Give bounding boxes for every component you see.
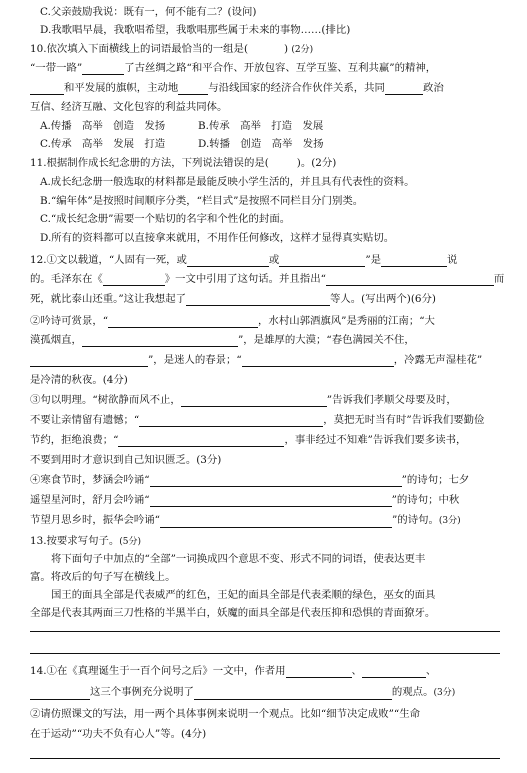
q12-text: ，莫把无时当有时”告诉我们要勤俭 bbox=[323, 414, 485, 426]
q10-text: 政治 bbox=[422, 82, 444, 94]
q10-score: (2分) bbox=[291, 45, 314, 55]
q12-line-13 bbox=[30, 494, 459, 507]
q10-option-b: B.传承 高举 打造 发展 bbox=[198, 120, 324, 132]
q10-option-a: A.传播 高举 创造 发扬 bbox=[40, 120, 166, 132]
q10-blank-1[interactable] bbox=[82, 63, 124, 75]
q13-title bbox=[30, 535, 141, 549]
q12-line-9 bbox=[30, 414, 484, 427]
q10-text: 了古丝绸之路“和平合作、开放包容、互学互鉴、互利共赢”的精神， bbox=[124, 62, 437, 74]
q12-line-4 bbox=[30, 315, 435, 328]
q12-blank[interactable] bbox=[82, 335, 238, 347]
q12-text: 的。毛泽东在《 bbox=[30, 273, 103, 285]
q12-blank[interactable] bbox=[186, 294, 330, 306]
q12-text: ”的诗句；七夕 bbox=[401, 474, 470, 486]
q14-line-2 bbox=[30, 686, 455, 700]
q12-text: ”告诉我们孝顺父母要及时， bbox=[326, 394, 457, 406]
q12-text: ”，是雄厚的大漠；“春色满园关不住， bbox=[237, 334, 415, 346]
q12-score: (3分) bbox=[438, 516, 461, 526]
q12-text: 》一文中引用了这句话。并且指出“ bbox=[164, 273, 326, 285]
q11-option-d: D.所有的资料都可以直接拿来就用，不用作任何修改，这样才显得真实贴切。 bbox=[40, 232, 395, 244]
q12-text: 节望月思乡时，振华会吟诵“ bbox=[30, 514, 160, 526]
q14-score: (3分) bbox=[433, 688, 456, 698]
q12-blank[interactable] bbox=[326, 274, 494, 286]
q9-option-d: D.我歌唱早晨，我歌唱希望，我歌唱那些属于未来的事物……(排比) bbox=[40, 24, 351, 36]
q12-blank[interactable] bbox=[108, 316, 258, 328]
q14-blank[interactable] bbox=[30, 688, 90, 700]
q14-blank[interactable] bbox=[362, 666, 426, 678]
q12-blank[interactable] bbox=[139, 415, 323, 427]
q12-text: ，冷露无声湿桂花” bbox=[393, 354, 483, 366]
q11-stem-text: 11.根据制作成长纪念册的方法，下列说法错误的是( bbox=[30, 157, 269, 169]
q13-title-text: 13.按要求写句子。 bbox=[30, 535, 120, 547]
q11-stem bbox=[30, 157, 336, 170]
q13-instruction-2: 富。将改后的句子写在横线上。 bbox=[30, 571, 176, 583]
q10-blank-3[interactable] bbox=[178, 83, 208, 95]
q12-text: ”是 bbox=[365, 254, 382, 266]
q12-blank[interactable] bbox=[242, 355, 394, 367]
q12-line-1 bbox=[30, 254, 457, 267]
q12-text: 或 bbox=[268, 254, 280, 266]
q10-line-2 bbox=[30, 82, 444, 95]
q14-blank[interactable] bbox=[286, 666, 352, 678]
q10-options-cd bbox=[40, 138, 324, 151]
q12-blank[interactable] bbox=[381, 255, 447, 267]
q12-text: ”的诗句。 bbox=[392, 514, 439, 526]
q12-text: ”，是迷人的春景；“ bbox=[148, 354, 242, 366]
q12-text: ④寒食节时，梦涵会吟诵“ bbox=[30, 474, 150, 486]
q14-line-4: 在于运动”“功夫不负有心人”等。(4分) bbox=[30, 728, 207, 740]
q13-answer-line[interactable] bbox=[30, 653, 500, 654]
q14-line-1 bbox=[30, 665, 436, 678]
q14-line-3: ②请仿照课文的写法，用一两个具体事例来说明一个观点。比如“细节决定成败”“生命 bbox=[30, 708, 420, 720]
q12-text: ②吟诗可赏景，“ bbox=[30, 315, 109, 327]
q12-blank[interactable] bbox=[181, 395, 327, 407]
q12-text: 而 bbox=[493, 273, 505, 285]
q10-text: 与沿线国家的经济合作伙伴关系，共同 bbox=[208, 82, 385, 94]
q12-text: ，水村山郭酒旗风”是秀丽的江南；“大 bbox=[258, 315, 435, 327]
q10-blank-4[interactable] bbox=[385, 83, 423, 95]
q10-stem-text: 10.依次填入下面横线上的词语最恰当的一组是( bbox=[30, 43, 248, 55]
q13-score: (5分) bbox=[119, 537, 142, 547]
q12-blank[interactable] bbox=[160, 516, 392, 528]
q12-line-8 bbox=[30, 394, 457, 407]
q12-blank[interactable] bbox=[118, 435, 284, 447]
q10-line-3: 互信、经济互融、文化包容的利益共同体。 bbox=[30, 101, 228, 113]
q10-option-d: D.转播 创造 高举 发扬 bbox=[198, 138, 324, 150]
q12-line-2 bbox=[30, 273, 504, 286]
q12-text: 12.①文以载道，“人固有一死，或 bbox=[30, 254, 187, 266]
q12-text: 不要让亲情留有遗憾；“ bbox=[30, 414, 140, 426]
q12-line-5 bbox=[30, 334, 415, 347]
q12-blank[interactable] bbox=[150, 495, 392, 507]
q13-instruction-1: 将下面句子中加点的“全部”一词换成四个意思不变、形式不同的词语，使表达更丰 bbox=[51, 553, 426, 565]
q10-line-1 bbox=[30, 62, 436, 75]
q9-option-c: C.父亲鼓励我说：既有一，何不能有二？(设问) bbox=[40, 6, 257, 18]
q11-stem-close: )。(2分) bbox=[296, 157, 337, 169]
q12-text: 遥望星河时，舒月会吟诵“ bbox=[30, 494, 150, 506]
q14-answer-line[interactable] bbox=[30, 758, 500, 759]
q12-blank[interactable] bbox=[279, 255, 365, 267]
q14-text: 、 bbox=[351, 665, 362, 677]
q11-option-b: B.“编年体”是按照时间顺序分类，“栏目式”是按照不同栏目分门别类。 bbox=[40, 195, 364, 207]
q10-stem bbox=[30, 43, 313, 57]
q10-option-c: C.传承 高举 发展 打造 bbox=[40, 138, 166, 150]
q12-line-7: 是冷清的秋夜。(4分) bbox=[30, 374, 128, 386]
q11-option-c: C.“成长纪念册”需要一个贴切的名字和个性化的封面。 bbox=[40, 213, 291, 225]
q10-text: 和平发展的旗帜，主动地 bbox=[64, 82, 179, 94]
q13-sentence-1: 国王的面具全部是代表威严的红色，王妃的面具全部是代表柔顺的绿色，巫女的面具 bbox=[51, 589, 436, 601]
q12-blank[interactable] bbox=[30, 355, 148, 367]
q12-text: ”的诗句；中秋 bbox=[391, 494, 460, 506]
q10-options-ab bbox=[40, 120, 323, 133]
q14-text: 、 bbox=[425, 665, 437, 677]
q12-text: ③句以明理。“树欲静而风不止， bbox=[30, 394, 181, 406]
q12-text: 死，就比泰山还重。”这让我想起了 bbox=[30, 293, 186, 305]
q13-sentence-2: 全部是代表其两面三刀性格的半黑半白，妖魔的面具全部是代表压抑和恐惧的青面獠牙。 bbox=[30, 607, 436, 619]
q12-text: 说 bbox=[447, 254, 458, 266]
q12-blank[interactable] bbox=[103, 274, 165, 286]
q14-text: 14.①在《真理诞生于一百个问号之后》一文中，作者用 bbox=[30, 665, 286, 677]
q10-stem-close: ) bbox=[284, 43, 289, 55]
q12-blank[interactable] bbox=[150, 475, 402, 487]
q12-line-6 bbox=[30, 354, 482, 367]
q14-text: 这三个事例充分说明了 bbox=[90, 686, 194, 698]
q10-blank-2[interactable] bbox=[30, 83, 64, 95]
q12-line-12 bbox=[30, 474, 469, 487]
q14-text: 的观点。 bbox=[391, 686, 434, 698]
q12-blank[interactable] bbox=[187, 255, 269, 267]
q10-text: “一带一路” bbox=[30, 62, 83, 74]
q12-line-3 bbox=[30, 293, 436, 306]
q12-text: 漠孤烟直， bbox=[30, 334, 82, 346]
q12-line-10 bbox=[30, 434, 466, 447]
q13-answer-line[interactable] bbox=[30, 631, 500, 632]
q11-option-a: A.成长纪念册一般选取的材料都是最能反映小学生活的，并且具有代表性的资料。 bbox=[40, 176, 415, 188]
q12-text: ，事非经过不知难”告诉我们要多读书， bbox=[284, 434, 467, 446]
q12-line-11: 不要到用时才意识到自己知识匮乏。(3分) bbox=[30, 454, 222, 466]
q12-line-14 bbox=[30, 514, 461, 528]
q12-text: 节约，拒绝浪费；“ bbox=[30, 434, 119, 446]
q12-text: 等人。(写出两个)(6分) bbox=[329, 293, 436, 305]
q14-blank[interactable] bbox=[194, 688, 392, 700]
